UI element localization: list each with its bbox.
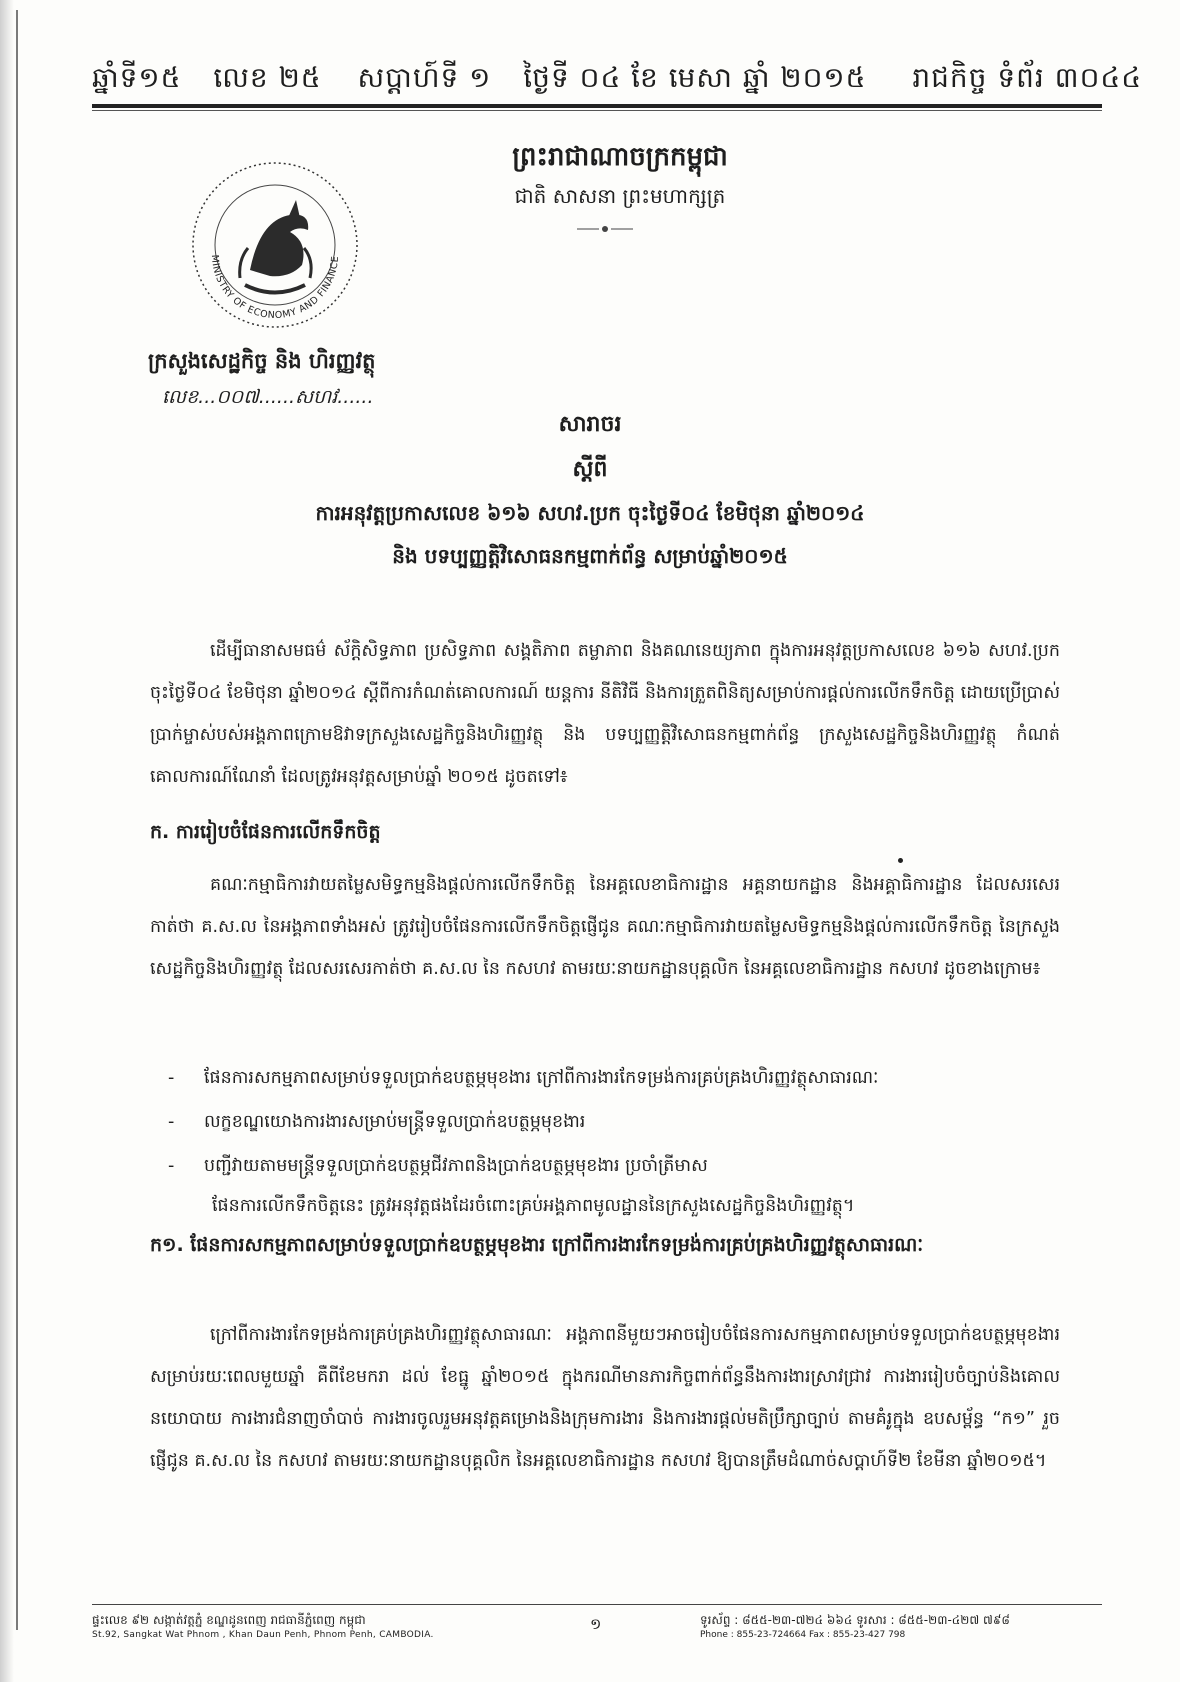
national-motto: ជាតិ សាសនា ព្រះមហាក្សត្រ [514,184,726,208]
section-a-paragraph: គណៈកម្មាធិការវាយតម្លៃសមិទ្ធកម្មនិងផ្តល់ការលើកទឹកចិត្ត នៃអគ្គលេខាធិការដ្ឋាន អគ្គនាយកដ្ឋាន និងអគ្គាធិការដ្ឋាន ដែលសរសេរកាត់ថា គ.ស.ល នៃអង្គភាពទាំងអស់ ត្រូវរៀបចំផែនការលើកទឹកចិត្តផ្ញើជូន គណៈកម្មាធិការវាយតម្លៃសមិទ្ធកម្មនិងផ្តល់ការលើកទឹកចិត្ត នៃក្រសួងសេដ្ឋកិច្ចនិងហិរញ្ញវត្ថុ ដែលសរសេរកាត់ថា គ.ស.ល នៃ កសហវ តាមរយៈនាយកដ្ឋានបុគ្គលិក នៃអគ្គលេខាធិការដ្ឋាន កសហវ ដូចខាងក្រោម៖ [150,875,1060,979]
section-a-closing: ផែនការលើកទឹកចិត្តនេះ ត្រូវអនុវត្តផងដែរចំពោះគ្រប់អង្គភាពមូលដ្ឋាននៃក្រសួងសេដ្ឋកិច្ចនិងហិរញ្ញវត្ថុ។ [212,1196,855,1216]
bullet-text: ផែនការសកម្មភាពសម្រាប់ទទួលប្រាក់ឧបត្ថម្ភមុខងារ ក្រៅពីការងារកែទម្រង់ការគ្រប់គ្រងហិរញ្ញវត្ថុសាធារណៈ [204,1068,879,1088]
header-rule-thin [92,110,1102,111]
section-a-bullet-list [168,1056,1058,1188]
scan-speck [898,858,903,863]
kingdom-name: ព្រះរាជាណាចក្រកម្ពុជា [512,142,728,172]
bullet-text: បញ្ជីវាយតាមមន្ត្រីទទួលប្រាក់ឧបត្ថម្ភជីវភាពនិងប្រាក់ឧបត្ថម្ភមុខងារ ប្រចាំត្រីមាស [204,1156,708,1176]
document-title-line2: និង បទប្បញ្ញត្តិវិសោធនកម្មពាក់ព័ន្ធ សម្រាប់ឆ្នាំ២០១៥ [392,544,788,568]
ministry-seal-icon [190,160,360,330]
gazette-date: ថ្ងៃទី ០៤ ខែ មេសា ឆ្នាំ ២០១៥ [523,61,867,94]
footer-address-en: St.92, Sangkat Wat Phnom , Khan Daun Penh, Phnom Penh, CAMBODIA. [92,1630,434,1640]
seal-caption: MINISTRY OF ECONOMY AND FINANCE [208,254,342,322]
footer-contact-en: Phone : 855-23-724664 Fax : 855-23-427 798 [700,1630,906,1640]
bullet-text: លក្ខខណ្ឌយោងការងារសម្រាប់មន្ត្រីទទួលប្រាក់ឧបត្ថម្ភមុខងារ [204,1112,586,1132]
header-rule [92,104,1102,108]
section-a1-paragraph: ក្រៅពីការងារកែទម្រង់ការគ្រប់គ្រងហិរញ្ញវត្ថុសាធារណៈ អង្គភាពនីមួយៗអាចរៀបចំផែនការសកម្មភាពសម្រាប់ទទួលប្រាក់ឧបត្ថម្ភមុខងារ សម្រាប់រយៈពេលមួយឆ្នាំ គឺពីខែមករា ដល់ ខែធ្នូ ឆ្នាំ២០១៥ ក្នុងករណីមានភារកិច្ចពាក់ព័ន្ធនឹងការងារស្រាវជ្រាវ ការងាររៀបចំច្បាប់និងគោលនយោបាយ ការងារជំនាញចាំបាច់ ការងារចូលរួមអនុវត្តគម្រោងនិងក្រុមការងារ និងការងារផ្តល់មតិប្រឹក្សាច្បាប់ តាមគំរូក្នុង ឧបសម្ព័ន្ធ “ក១” រួចផ្ញើជូន គ.ស.ល នៃ កសហវ តាមរយៈនាយកដ្ឋានបុគ្គលិក នៃអគ្គលេខាធិការដ្ឋាន កសហវ ឱ្យបានត្រឹមដំណាច់សប្តាហ៍ទី២ ខែមីនា ឆ្នាំ២០១៥។ [150,1325,1060,1471]
list-item: - លក្ខខណ្ឌយោងការងារសម្រាប់មន្ត្រីទទួលប្រាក់ឧបត្ថម្ភមុខងារ [168,1112,586,1132]
footer-contact-kh: ទូរស័ព្ទ : ៨៥៥-២៣-៧២៤ ៦៦៤ ទូរសារ : ៨៥៥-២៣-៤២៧ ៧៩៨ [700,1613,1010,1627]
gazette-page-ref: រាជកិច្ច ទំព័រ ៣០៤៤ [912,61,1143,94]
ministry-name: ក្រសួងសេដ្ឋកិច្ច និង ហិរញ្ញវត្ថុ [148,349,376,373]
section-a1-heading: ក១. ផែនការសកម្មភាពសម្រាប់ទទួលប្រាក់ឧបត្ថម្ភមុខងារ ក្រៅពីការងារកែទម្រង់ការគ្រប់គ្រងហិរញ្ញវត្ថុសាធារណៈ [150,1234,924,1256]
intro-paragraph: ដើម្បីធានាសមធម៌ ស័ក្តិសិទ្ធភាព ប្រសិទ្ធភាព សង្គតិភាព តម្លាភាព និងគណនេយ្យភាព ក្នុងការអនុវត្តប្រកាសលេខ ៦១៦ សហវ.ប្រក ចុះថ្ងៃទី០៤ ខែមិថុនា ឆ្នាំ២០១៤ ស្តីពីការកំណត់គោលការណ៍ យន្តការ នីតិវិធី និងការត្រួតពិនិត្យសម្រាប់ការផ្តល់ការលើកទឹកចិត្ត ដោយប្រើប្រាស់ប្រាក់ម្ចាស់បស់អង្គភាពក្រោមឱវាទក្រសួងសេដ្ឋកិច្ចនិងហិរញ្ញវត្ថុ និង បទប្បញ្ញត្តិវិសោធនកម្មពាក់ព័ន្ធ ក្រសួងសេដ្ឋកិច្ចនិងហិរញ្ញវត្ថុ កំណត់គោលការណ៍ណែនាំ ដែលត្រូវអនុវត្តសម្រាប់ឆ្នាំ ២០១៥ ដូចតទៅ៖ [150,641,1060,787]
list-item: - បញ្ជីវាយតាមមន្ត្រីទទួលប្រាក់ឧបត្ថម្ភជីវភាពនិងប្រាក់ឧបត្ថម្ភមុខងារ ប្រចាំត្រីមាស [168,1156,708,1176]
footer-rule [92,1604,1102,1605]
section-a-heading: ក. ការរៀបចំផែនការលើកទឹកចិត្ត [150,821,381,843]
list-item: - ផែនការសកម្មភាពសម្រាប់ទទួលប្រាក់ឧបត្ថម្ភមុខងារ ក្រៅពីការងារកែទម្រង់ការគ្រប់គ្រងហិរញ្ញវត្ថុសាធារណៈ [168,1068,879,1088]
scan-edge-shadow [0,0,14,1682]
gazette-header [92,60,1143,101]
page-number: ១ [590,1615,602,1633]
scan-edge-line [16,10,18,1630]
title-about: ស្តីពី [572,457,608,482]
document-title-line1: ការអនុវត្តប្រកាសលេខ ៦១៦ សហវ.ប្រក ចុះថ្ងៃទី០៤ ខែមិថុនា ឆ្នាំ២០១៤ [315,501,865,525]
gazette-issue: លេខ ២៥ [213,61,322,94]
gazette-week: សប្តាហ៍ទី ១ [357,61,492,94]
footer-address-kh: ផ្ទះលេខ ៩២ សង្កាត់វត្តភ្នំ ខណ្ឌដូនពេញ រាជធានីភ្នំពេញ កម្ពុជា [92,1613,366,1627]
reference-number: លេខ...០០៧......សហវ...... [162,386,374,408]
document-type: សារាចរ [558,412,622,437]
motto-ornament-icon [575,222,635,236]
gazette-year: ឆ្នាំទី១៥ [92,61,182,94]
